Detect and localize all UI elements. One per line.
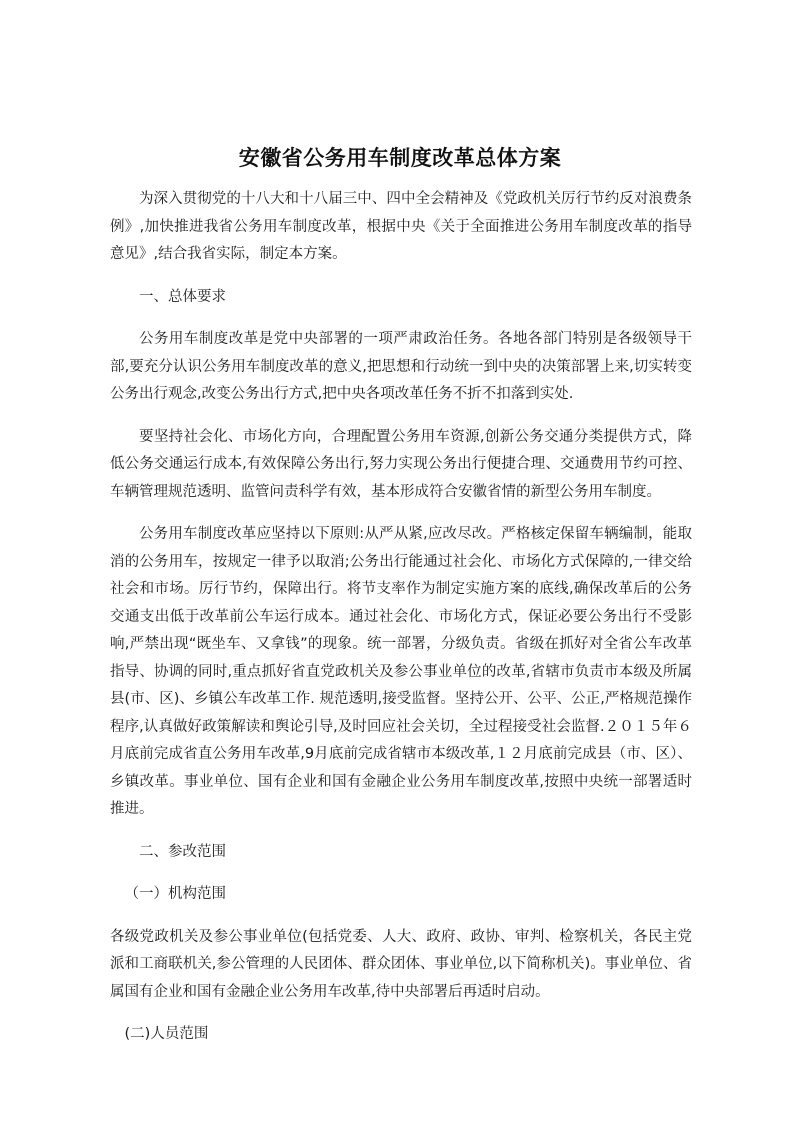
intro-paragraph: 为深入贯彻党的十八大和十八届三中、四中全会精神及《党政机关厉行节约反对浪费条例》,加快推进我省公务用车制度改革，根据中央《关于全面推进公务用车制度改革的指导意见》,结合我省实际，制定本方案。	[110, 191, 692, 262]
body-paragraph: 各级党政机关及参公事业单位(包括党委、人大、政府、政协、审判、检察机关，各民主党派和工商联机关,参公管理的人民团体、群众团体、事业单位,以下简称机关)。事业单位、省属国有企业和国有金融企业公务用车改革,待中央部署后再适时启动。	[110, 928, 692, 1000]
body-paragraph: 要坚持社会化、市场化方向，合理配置公务用车资源,创新公务交通分类提供方式，降低公务交通运行成本,有效保障公务出行,努力实现公务出行便捷合理、交通费用节约可控、车辆管理规范透明、监管问责科学有效，基本形成符合安徽省情的新型公务用车制度。	[110, 428, 692, 500]
document-body	[110, 186, 692, 1064]
subsection-heading-personnel-scope: (二)人员范围	[124, 1026, 209, 1042]
body-paragraph: 公务用车制度改革是党中央部署的一项严肃政治任务。各地各部门特别是各级领导干部,要充分认识公务用车制度改革的意义,把思想和行动统一到中央的决策部署上来,切实转变公务出行观念,改变公务出行方式,把中央各项改革任务不折不扣落到实处.	[110, 331, 692, 402]
section-heading-general-requirements: 一、总体要求	[139, 288, 226, 305]
document-title: 安徽省公务用车制度改革总体方案	[238, 145, 562, 170]
section-heading-reform-scope: 二、参改范围	[139, 843, 226, 860]
body-paragraph: 公务用车制度改革应坚持以下原则:从严从紧,应改尽改。严格核定保留车辆编制，能取消的公务用车，按规定一律予以取消;公务出行能通过社会化、市场化方式保障的,一律交给社会和市场。厉行节约，保障出行。将节支率作为制定实施方案的底线,确保改革后的公务交通支出低于改革前公车运行成本。通过社会化、市场化方式，保证必要公务出行不受影响,严禁出现“既坐车、又拿钱”的现象。统一部署，分级负责。省级在抓好对全省公车改革指导、协调的同时,重点抓好省直党政机关及参公事业单位的改革,省辖市负责市本级及所属县(市、区)、乡镇公车改革工作. 规范透明,接受监督。坚持公开、公平、公正,严格规范操作程序,认真做好政策解读和舆论引导,及时回应社会关切，全过程接受社会监督.２０１５年６月底前完成省直公务用车改革,9月底前完成省辖市本级改革,１２月底前完成县（市、区）、乡镇改革。事业单位、国有企业和国有金融企业公务用车制度改革,按照中央统一部署适时推进。	[110, 526, 692, 817]
subsection-heading-institution-scope: （一）机构范围	[124, 886, 226, 902]
